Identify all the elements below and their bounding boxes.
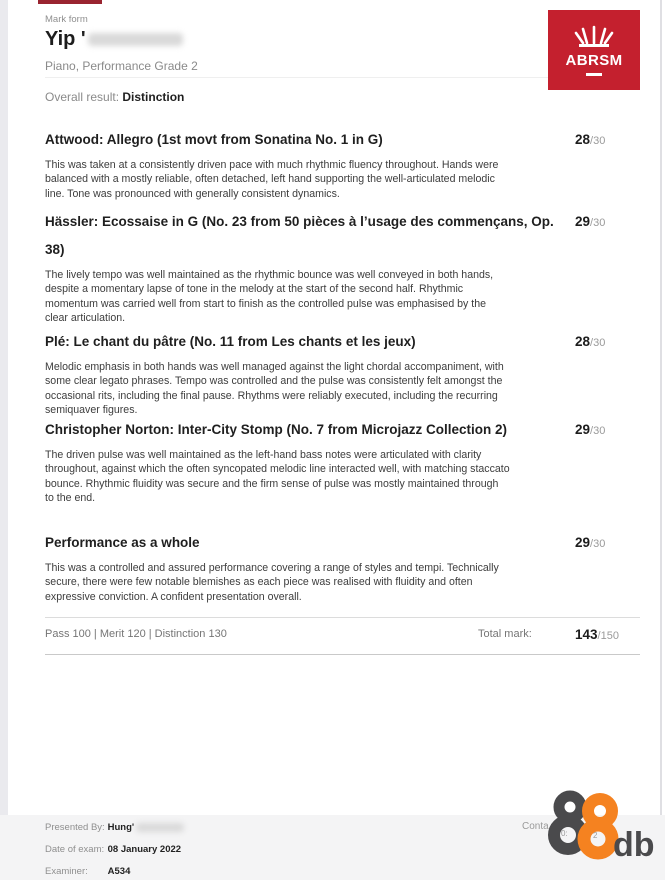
piece-title: Attwood: Allegro (1st movt from Sonatina No. 1 in G) (45, 132, 383, 147)
abrsm-logo-text: ABRSM (565, 52, 623, 69)
page-right-edge (660, 0, 662, 880)
examiner-comment: The driven pulse was well maintained as the left-hand bass notes were articulated with clarity throughout, against which the often syncopated melodic line interacted well, with matching staccato bounce. Rhythmic fluidity was secure and the firm sense of pulse was mostly maintained through to the end. (45, 449, 510, 505)
crown-icon (572, 24, 616, 50)
piece-title: Plé: Le chant du pâtre (No. 11 from Les chants et les jeux) (45, 334, 416, 349)
contact-text-fragment: 2 (593, 831, 598, 840)
exam-subject: Piano, Performance Grade 2 (45, 59, 198, 73)
mark-value: 29 (575, 535, 591, 550)
mark-value: 28 (575, 132, 591, 147)
examiner-comment: This was taken at a consistently driven pace with much rhythmic fluency throughout. Hands were balanced with a mostly reliable, often detached, left hand supporting the well-articulated melodic line. Tone was pronounced with generally consistent dynamics. (45, 159, 499, 200)
examiner-row (45, 866, 130, 877)
total-mark-value: 143 (575, 627, 598, 642)
redacted-presenter-smudge (136, 823, 184, 832)
piece-section (45, 126, 640, 201)
candidate-name-visible: Yip ' (45, 28, 86, 50)
overall-result-value: Distinction (122, 90, 185, 104)
top-cropped-fragment (38, 0, 102, 4)
form-type-label: Mark form (45, 14, 88, 25)
presented-by-label: Presented By: (45, 822, 105, 833)
mark-value: 29 (575, 422, 591, 437)
abrsm-logo (548, 10, 640, 90)
88db-watermark-logo (543, 786, 661, 864)
grade-boundaries: Pass 100 | Merit 120 | Distinction 130 (45, 628, 227, 640)
presented-by-row (45, 822, 184, 833)
piece-mark (575, 534, 605, 552)
mark-max: /30 (590, 337, 606, 349)
piece-mark (575, 131, 605, 149)
mark-value: 29 (575, 214, 591, 229)
total-mark-max: /150 (597, 630, 619, 642)
candidate-name (45, 28, 183, 51)
piece-title: Performance as a whole (45, 535, 200, 550)
piece-mark (575, 421, 605, 439)
mark-max: /30 (590, 425, 606, 437)
watermark-db-text: db (613, 826, 655, 864)
overall-result (45, 90, 184, 104)
totals-bar (45, 617, 640, 655)
piece-section (45, 328, 640, 418)
total-mark (575, 626, 619, 644)
overall-result-label: Overall result: (45, 90, 120, 104)
mark-max: /30 (590, 135, 606, 147)
examiner-comment: Melodic emphasis in both hands was well managed against the light chordal accompaniment, with some clear legato phrases. Tempo was controlled and the pulse was consistently felt amongst the occasional rits, including the final pause. Rhythms were reliably executed, including the recurring semiquaver figures. (45, 361, 504, 417)
presented-by-value: Hung' (107, 822, 135, 833)
exam-date-label: Date of exam: (45, 844, 105, 855)
examiner-value: A534 (107, 866, 131, 877)
piece-title: Christopher Norton: Inter-City Stomp (No. 7 from Microjazz Collection 2) (45, 422, 508, 437)
abrsm-logo-dash (586, 73, 602, 76)
total-mark-label: Total mark: (478, 628, 532, 640)
examiner-comment: This was a controlled and assured performance covering a range of styles and tempi. Technically secure, there were few notable blemishes as each piece was realised with fluidity and often expressive conviction. A confident presentation overall. (45, 562, 499, 603)
exam-date-value: 08 January 2022 (107, 844, 182, 855)
piece-section (45, 416, 640, 506)
mark-value: 28 (575, 334, 591, 349)
performance-as-whole-section (45, 529, 640, 604)
piece-mark (575, 333, 605, 351)
redacted-name-smudge (88, 33, 183, 46)
mark-max: /30 (590, 217, 606, 229)
contact-text-fragment: 0: (561, 829, 568, 838)
examiner-label: Examiner: (45, 866, 88, 877)
piece-mark (575, 213, 605, 231)
page-left-edge (0, 0, 8, 880)
exam-date-row (45, 844, 181, 855)
contact-text-fragment: Conta (522, 821, 549, 832)
examiner-comment: The lively tempo was well maintained as the rhythmic bounce was well conveyed in both hands, despite a momentary lapse of tone in the melody at the start of the second half. Rhythmic momentum was carried well from start to finish as the controlled pulse was emphasised by the clear articulation. (45, 269, 494, 325)
mark-max: /30 (590, 538, 606, 550)
piece-section (45, 208, 640, 326)
piece-title: Hässler: Ecossaise in G (No. 23 from 50 pièces à l’usage des commençans, Op. 38) (45, 214, 554, 257)
